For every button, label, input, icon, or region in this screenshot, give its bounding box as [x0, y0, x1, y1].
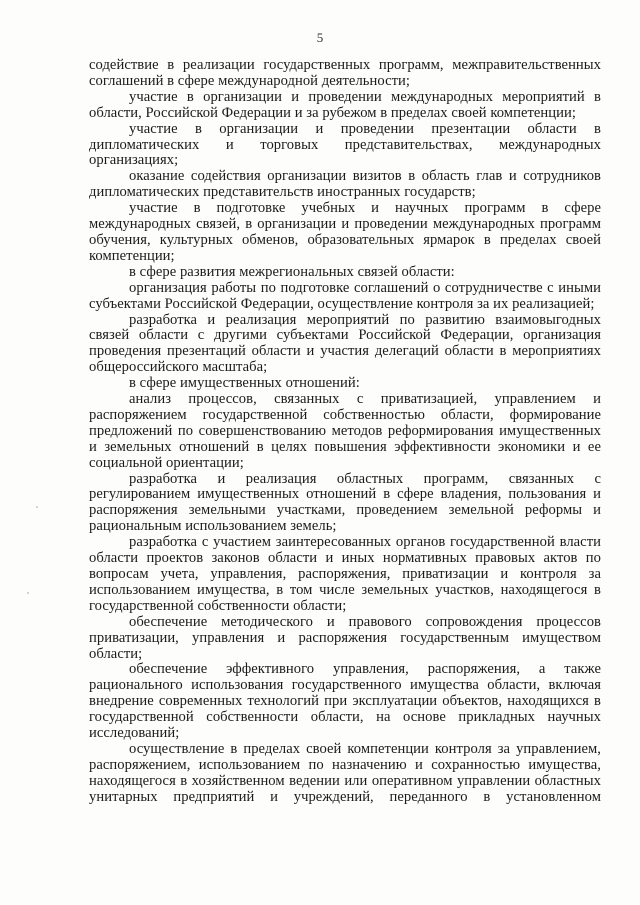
paragraph: осуществление в пределах своей компетенции контроля за управлением, распоряжением, использованием по назначению и сохранностью имущества, находящегося в хозяйственном ведении или оперативном управлении областных унитарных предприятий и учреждений, переданного в установленном — [89, 740, 601, 805]
document-body — [89, 58, 601, 806]
paragraph: обеспечение эффективного управления, распоряжения, а также рационального использования государственного имущества области, включая внедрение современных технологий при эксплуатации объектов, находящихся в государственной собственности области, на основе прикладных научных исследований; — [89, 661, 601, 742]
page-number: 5 — [316, 30, 324, 45]
paragraph: анализ процессов, связанных с приватизацией, управлением и распоряжением государственной собственностью области, формирование предложений по совершенствованию методов реформирования имущественных и земельных отношений в целях повышения эффективности экономики и ее социальной ориентации; — [89, 391, 601, 471]
paragraph: организация работы по подготовке соглашений о сотрудничестве с иными субъектами Российской Федерации, осуществление контроля за их реализацией; — [89, 279, 601, 312]
paragraph: в сфере развития межрегиональных связей области: — [129, 263, 455, 280]
paragraph: разработка и реализация мероприятий по развитию взаимовыгодных связей области с другими субъектами Российской Федерации, организация проведения презентаций области и участия делегаций области в мероприятиях общероссийского масштаба; — [89, 311, 601, 376]
paragraph: разработка с участием заинтересованных органов государственной власти области проектов законов области и иных нормативных правовых актов по вопросам учета, управления, распоряжения, приватизации и контроля за использованием имущества, в том числе земельных участков, находящегося в государственной собственности области; — [89, 534, 601, 614]
paragraph: в сфере имущественных отношений: — [129, 375, 360, 392]
scan-speck — [27, 592, 29, 594]
paragraph: участие в организации и проведении международных мероприятий в области, Российской Федерации и за рубежом в пределах своей компетенции; — [89, 88, 601, 121]
paragraph: обеспечение методического и правового сопровождения процессов приватизации, управления и распоряжения государственным имуществом области; — [89, 613, 601, 662]
paragraph: участие в подготовке учебных и научных программ в сфере международных связей, в организации и проведении международных программ обучения, культурных обменов, образовательных ярмарок в пределах своей компетенции; — [89, 200, 601, 264]
paragraph: разработка и реализация областных программ, связанных с регулированием имущественных отношений в сфере владения, пользования и распоряжения земельными участками, проведением земельной реформы и рациональным использованием земель; — [89, 470, 601, 535]
scan-speck — [36, 506, 38, 508]
paragraph: оказание содействия организации визитов в область глав и сотрудников дипломатических представительств иностранных государств; — [89, 168, 601, 201]
paragraph: участие в организации и проведении презентации области в дипломатических и торговых представительствах, международных организациях; — [89, 120, 601, 169]
paragraph: содействие в реализации государственных программ, межправительственных соглашений в сфере международной деятельности; — [89, 57, 601, 89]
